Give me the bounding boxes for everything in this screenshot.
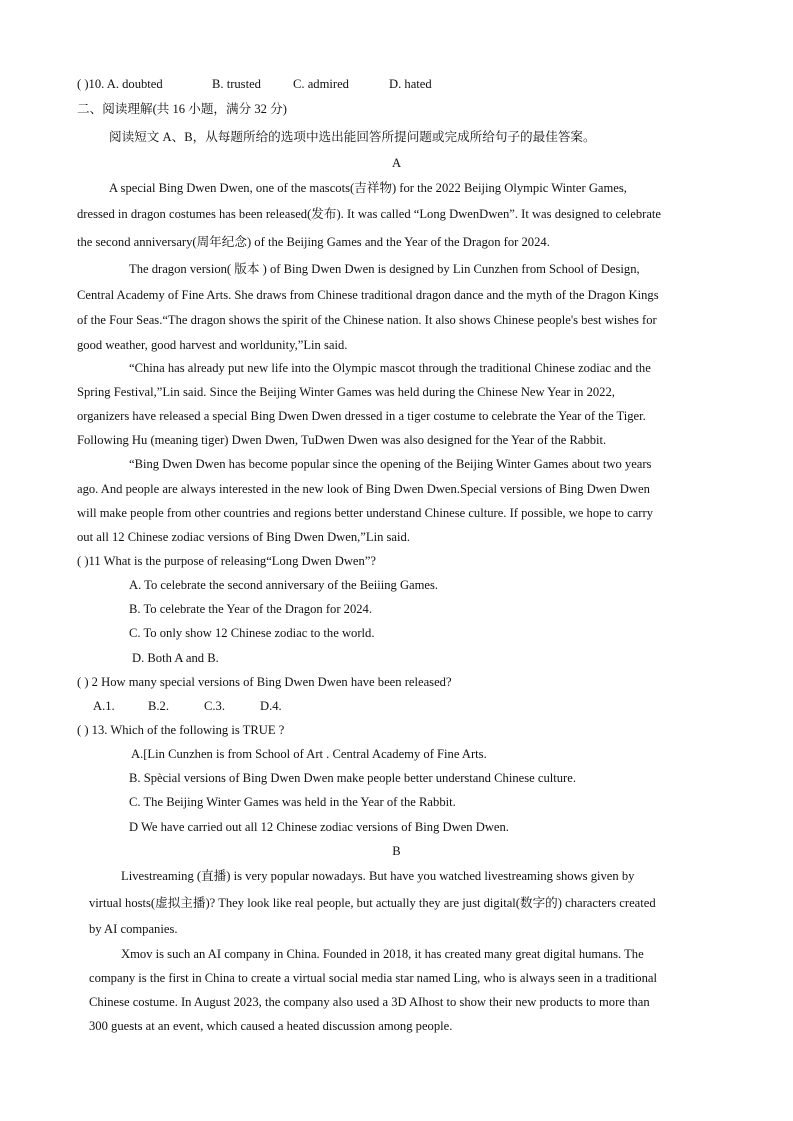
passage-a-line: “Bing Dwen Dwen has become popular since the opening of the Beijing Winter Games about two years bbox=[129, 457, 652, 471]
passage-b-line: company is the first in China to create a virtual social media star named Ling, who is always seen in a traditional bbox=[89, 971, 657, 985]
passage-a-line: “China has already put new life into the Olympic mascot through the traditional Chinese zodiac and the bbox=[129, 361, 651, 375]
passage-a-line: Following Hu (meaning tiger) Dwen Dwen, TuDwen Dwen was also designed for the Year of the Rabbit. bbox=[77, 433, 607, 447]
passage-a-line: out all 12 Chinese zodiac versions of Bing Dwen Dwen,”Lin said. bbox=[77, 530, 410, 544]
q12-option-a: A.1. bbox=[93, 699, 115, 713]
passage-a-line: organizers have released a special Bing Dwen Dwen dressed in a tiger costume to celebrate the Year of the Tiger. bbox=[77, 409, 646, 423]
passage-a-line: dressed in dragon costumes has been released(发布). It was called “Long DwenDwen”. It was designed to celebrate bbox=[77, 207, 661, 221]
question-11-stem: ( )11 What is the purpose of releasing“Long Dwen Dwen”? bbox=[77, 554, 377, 568]
q12-option-d: D.4. bbox=[260, 699, 282, 713]
question-13-stem: ( ) 13. Which of the following is TRUE ? bbox=[77, 723, 285, 737]
q11-option-c: C. To only show 12 Chinese zodiac to the world. bbox=[129, 626, 375, 640]
q10-option-c: C. admired bbox=[293, 77, 349, 91]
q13-option-b: B. Spècial versions of Bing Dwen Dwen make people better understand Chinese culture. bbox=[129, 771, 576, 785]
passage-a-line: A special Bing Dwen Dwen, one of the mascots(吉祥物) for the 2022 Beijing Olympic Winter Games, bbox=[109, 181, 627, 195]
q11-option-a: A. To celebrate the second anniversary of the Beiiing Games. bbox=[129, 578, 439, 592]
passage-b-line: 300 guests at an event, which caused a heated discussion among people. bbox=[89, 1019, 453, 1033]
section-instruction: 阅读短文 A、B，从每题所给的选项中选出能回答所提问题或完成所给句子的最佳答案。 bbox=[109, 130, 596, 144]
q11-option-b: B. To celebrate the Year of the Dragon for 2024. bbox=[129, 602, 372, 616]
passage-b-line: virtual hosts(虚拟主播)? They look like real people, but actually they are just digital(数字的) characters created bbox=[89, 896, 656, 910]
section-heading: 二、阅读理解(共 16 小题，满分 32 分) bbox=[77, 102, 287, 116]
q12-option-c: C.3. bbox=[204, 699, 225, 713]
passage-b-line: Chinese costume. In August 2023, the company also used a 3D AIhost to show their new products to more than bbox=[89, 995, 650, 1009]
q10-option-b: B. trusted bbox=[212, 77, 261, 91]
passage-b-letter: B bbox=[392, 844, 401, 858]
q11-option-d: D. Both A and B. bbox=[132, 651, 219, 665]
passage-a-line: the second anniversary(周年纪念) of the Beijing Games and the Year of the Dragon for 2024. bbox=[77, 235, 550, 249]
q10-option-d: D. hated bbox=[389, 77, 432, 91]
q13-option-d: D We have carried out all 12 Chinese zodiac versions of Bing Dwen Dwen. bbox=[129, 820, 509, 834]
passage-b-line: by AI companies. bbox=[89, 922, 178, 936]
q10-option-a: ( )10. A. doubted bbox=[77, 77, 163, 91]
passage-b-line: Xmov is such an AI company in China. Founded in 2018, it has created many great digital humans. The bbox=[121, 947, 644, 961]
q12-option-b: B.2. bbox=[148, 699, 169, 713]
passage-a-line: of the Four Seas.“The dragon shows the spirit of the Chinese nation. It also shows Chinese people's best wishes for bbox=[77, 313, 657, 327]
passage-a-line: Central Academy of Fine Arts. She draws from Chinese traditional dragon dance and the myth of the Dragon Kings bbox=[77, 288, 659, 302]
passage-a-line: ago. And people are always interested in the new look of Bing Dwen Dwen.Special versions of Bing Dwen Dwen bbox=[77, 482, 650, 496]
passage-a-line: will make people from other countries and regions better understand Chinese culture. If possible, we hope to carry bbox=[77, 506, 653, 520]
q13-option-c: C. The Beijing Winter Games was held in the Year of the Rabbit. bbox=[129, 795, 456, 809]
q13-option-a: A.[Lin Cunzhen is from School of Art . Central Academy of Fine Arts. bbox=[131, 747, 487, 761]
passage-a-line: Spring Festival,”Lin said. Since the Beijing Winter Games was held during the Chinese New Year in 2022, bbox=[77, 385, 615, 399]
question-10 bbox=[77, 76, 163, 92]
passage-a-letter: A bbox=[391, 156, 402, 170]
passage-b-line: Livestreaming (直播) is very popular nowadays. But have you watched livestreaming shows given by bbox=[121, 869, 635, 883]
question-12-stem: ( ) 2 How many special versions of Bing Dwen Dwen have been released? bbox=[77, 675, 452, 689]
passage-a-line: good weather, good harvest and worldunity,”Lin said. bbox=[77, 338, 348, 352]
passage-a-line: The dragon version( 版本 ) of Bing Dwen Dwen is designed by Lin Cunzhen from School of Design, bbox=[129, 262, 640, 276]
